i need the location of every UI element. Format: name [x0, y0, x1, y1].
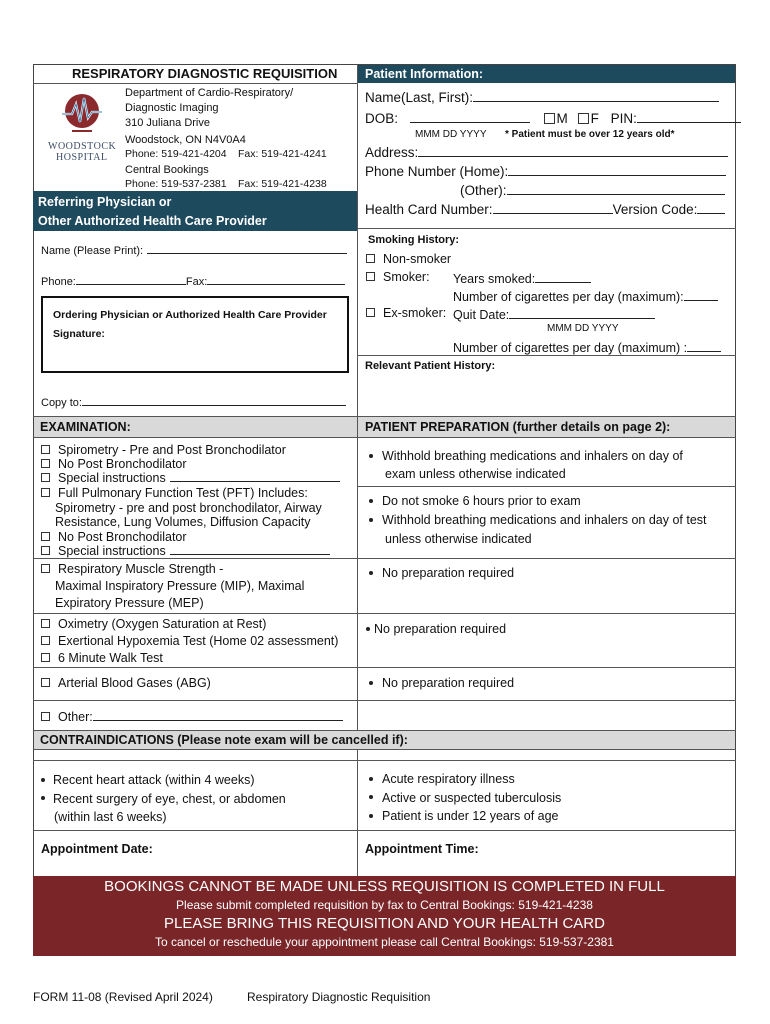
no-post-2-label: No Post Bronchodilator	[58, 529, 187, 544]
bullet-icon	[369, 795, 373, 799]
no-post-row	[41, 457, 340, 471]
female-checkbox[interactable]	[578, 113, 589, 124]
contra-text: Recent heart attack (within 4 weeks)	[53, 773, 255, 787]
contra-text: Recent surgery of eye, chest, or abdomen	[53, 791, 286, 806]
abg-row	[41, 676, 211, 690]
form-title: RESPIRATORY DIAGNOSTIC REQUISITION	[72, 66, 338, 81]
referring-header-line: Other Authorized Health Care Provider	[38, 214, 267, 228]
preparation-header: PATIENT PREPARATION (further details on page 2):	[358, 417, 735, 437]
walk-test-label: 6 Minute Walk Test	[58, 651, 163, 665]
central-fax: Fax: 519-421-4238	[238, 178, 327, 190]
resp-muscle-desc: Maximal Inspiratory Pressure (MIP), Maximal	[55, 579, 305, 593]
walk-test-row	[41, 650, 338, 667]
prep-line	[369, 492, 707, 511]
special-field[interactable]	[170, 471, 340, 482]
spirometry-row	[41, 443, 340, 457]
prep-1-line	[369, 447, 683, 465]
contra-item	[369, 807, 561, 826]
contra-item	[369, 789, 561, 808]
oximetry-row	[41, 616, 338, 633]
contraindications-header: CONTRAINDICATIONS (Please note exam will be cancelled if):	[34, 731, 735, 749]
bullet-icon	[369, 777, 373, 781]
resp-muscle-row	[41, 561, 304, 578]
referring-header-line: Referring Physician or	[38, 195, 172, 209]
oximetry-checkbox[interactable]	[41, 619, 50, 628]
contra-text: (within last 6 weeks)	[54, 810, 167, 824]
contra-left	[41, 771, 286, 827]
cigs-field[interactable]	[684, 288, 718, 301]
ex-smoker-checkbox[interactable]	[366, 308, 375, 317]
prep-group-5	[369, 676, 514, 690]
phone-home-field[interactable]	[508, 163, 726, 176]
female-label: F	[590, 111, 599, 126]
other-field[interactable]	[93, 708, 343, 721]
abg-label: Arterial Blood Gases (ABG)	[58, 676, 211, 690]
other-row	[41, 708, 343, 724]
bullet-icon	[366, 627, 370, 631]
exam-group-1	[41, 443, 340, 485]
logo-text-woodstock: WOODSTOCK	[48, 141, 117, 152]
dept-line: Woodstock, ON N4V0A4	[125, 134, 246, 146]
phone-home-label: Phone Number (Home):	[365, 164, 509, 179]
bullet-icon	[41, 796, 45, 800]
dob-field[interactable]	[410, 110, 530, 123]
ex-smoker-row	[366, 306, 446, 320]
hypoxemia-checkbox[interactable]	[41, 636, 50, 645]
quit-date-format: MMM DD YYYY	[547, 323, 619, 334]
smoking-header: Smoking History:	[368, 234, 460, 246]
resp-muscle-desc: Expiratory Pressure (MEP)	[55, 596, 204, 610]
bullet-icon	[369, 518, 373, 522]
copy-to-field[interactable]	[82, 393, 346, 406]
central-bookings: Central Bookings	[125, 164, 209, 176]
non-smoker-label: Non-smoker	[383, 252, 452, 266]
signature-box[interactable]	[41, 296, 349, 373]
special-2-label: Special instructions	[58, 544, 166, 558]
pft-label: Full Pulmonary Function Test (PFT) Includes:	[58, 486, 308, 500]
contra-item	[41, 771, 286, 790]
banner-line-2: Please submit completed requisition by fax to Central Bookings: 519-421-4238	[176, 898, 593, 912]
ref-fax-label: Fax:	[185, 276, 208, 288]
special-2-checkbox[interactable]	[41, 546, 50, 555]
non-smoker-row	[366, 252, 451, 266]
ref-name-row	[41, 241, 347, 257]
resp-muscle-label: Respiratory Muscle Strength -	[58, 562, 224, 576]
prep-text: Withhold breathing medications and inhalers on day of test	[382, 513, 707, 527]
dob-row	[365, 110, 741, 126]
quit-date-field[interactable]	[509, 306, 655, 319]
bullet-icon	[369, 571, 373, 575]
special-2-row	[41, 544, 330, 559]
years-smoked-label: Years smoked:	[453, 272, 536, 286]
ref-phone-label: Phone:	[41, 276, 76, 288]
prep-group-1	[369, 447, 683, 483]
prep-text: No preparation required	[382, 566, 515, 580]
contra-text: Acute respiratory illness	[382, 772, 515, 786]
dob-format: MMM DD YYYY	[415, 129, 487, 140]
patient-name-row	[365, 89, 719, 105]
smoker-checkbox[interactable]	[366, 272, 375, 281]
cigs-label: Number of cigarettes per day (maximum):	[453, 290, 684, 304]
copy-to-row	[41, 393, 346, 409]
ref-fax-field[interactable]	[207, 272, 345, 285]
pft-row	[41, 486, 330, 501]
smoker-row	[366, 270, 430, 284]
hypoxemia-label: Exertional Hypoxemia Test (Home 02 assessment)	[58, 634, 339, 648]
cigs2-field[interactable]	[687, 339, 721, 352]
banner-line-1: BOOKINGS CANNOT BE MADE UNLESS REQUISITION IS COMPLETED IN FULL	[104, 878, 665, 895]
no-post-2-checkbox[interactable]	[41, 532, 50, 541]
contra-text: Patient is under 12 years of age	[382, 809, 559, 823]
prep-group-4	[366, 622, 506, 636]
signature-label-2: Signature:	[53, 328, 105, 340]
prep-text: Withhold breathing medications and inhalers on day of	[382, 449, 683, 463]
copy-to-label: Copy to:	[41, 397, 82, 409]
patient-name-label: Name(Last, First):	[365, 90, 474, 105]
patient-name-field[interactable]	[473, 89, 719, 102]
version-code-label: Version Code:	[612, 202, 698, 217]
patient-info-header: Patient Information:	[358, 65, 735, 83]
no-post-2-row	[41, 530, 330, 545]
bullet-icon	[369, 499, 373, 503]
bullet-icon	[369, 681, 373, 685]
other-checkbox[interactable]	[41, 712, 50, 721]
prep-text: No preparation required	[382, 676, 515, 690]
phone-other-field[interactable]	[507, 182, 725, 195]
prep-line	[369, 511, 707, 530]
years-smoked-field[interactable]	[535, 270, 591, 283]
special-2-field[interactable]	[170, 544, 330, 555]
no-post-checkbox[interactable]	[41, 459, 50, 468]
spirometry-checkbox[interactable]	[41, 445, 50, 454]
dept-line: Diagnostic Imaging	[125, 102, 219, 114]
special-checkbox[interactable]	[41, 473, 50, 482]
ex-smoker-label: Ex-smoker:	[383, 306, 447, 320]
walk-test-checkbox[interactable]	[41, 653, 50, 662]
no-post-label: No Post Bronchodilator	[58, 457, 187, 471]
pin-field[interactable]	[637, 110, 741, 123]
hypoxemia-row	[41, 633, 338, 650]
heart-logo-icon	[46, 90, 122, 140]
booking-banner	[33, 876, 736, 956]
logo-text-hospital: HOSPITAL	[56, 152, 108, 163]
central-phone: Phone: 519-537-2381	[125, 178, 227, 190]
prep-text: Do not smoke 6 hours prior to exam	[382, 494, 581, 508]
signature-label: Ordering Physician or Authorized Health Care Provider	[53, 309, 327, 321]
bullet-icon	[369, 454, 373, 458]
version-code-field[interactable]	[697, 201, 725, 214]
exam-group-2	[41, 486, 330, 559]
appointment-date-label: Appointment Date:	[41, 842, 153, 856]
oximetry-label: Oximetry (Oxygen Saturation at Rest)	[58, 617, 267, 631]
pft-desc: Spirometry - pre and post bronchodilator, Airway	[55, 500, 322, 515]
dob-label: DOB:	[365, 111, 399, 126]
exam-group-3	[41, 561, 304, 612]
ref-name-label: Name (Please Print):	[41, 245, 144, 257]
address-row	[365, 144, 728, 160]
special-label: Special instructions	[58, 471, 166, 485]
dept-line: 310 Juliana Drive	[125, 117, 210, 129]
ref-phone-row	[41, 272, 345, 288]
health-card-field[interactable]	[493, 201, 613, 214]
contra-right	[369, 770, 561, 826]
form-number: FORM 11-08 (Revised April 2024)	[33, 990, 213, 1004]
cigs-row	[453, 288, 718, 304]
ref-phone-field[interactable]	[76, 272, 186, 285]
smoker-label: Smoker:	[383, 270, 430, 284]
cigs2-label: Number of cigarettes per day (maximum) :	[453, 341, 688, 355]
prep-group-2	[369, 492, 707, 549]
cigs2-row	[453, 339, 721, 355]
ref-name-field[interactable]	[147, 241, 347, 254]
age-note: * Patient must be over 12 years old*	[505, 129, 675, 140]
relevant-history-label: Relevant Patient History:	[365, 360, 496, 372]
examination-header: EXAMINATION:	[34, 417, 357, 437]
abg-checkbox[interactable]	[41, 678, 50, 687]
address-label: Address:	[365, 145, 419, 160]
pft-desc: Resistance, Lung Volumes, Diffusion Capacity	[55, 515, 311, 529]
quit-date-label: Quit Date:	[453, 308, 510, 322]
phone-other-label: (Other):	[460, 183, 507, 198]
exam-group-4	[41, 616, 338, 667]
banner-line-4: To cancel or reschedule your appointment please call Central Bookings: 519-537-2381	[155, 935, 614, 949]
contra-text: Active or suspected tuberculosis	[382, 790, 562, 805]
pft-checkbox[interactable]	[41, 488, 50, 497]
prep-group-3	[369, 566, 514, 580]
dept-phone: Phone: 519-421-4204	[125, 148, 227, 160]
contra-item	[369, 770, 561, 789]
other-label: Other:	[58, 710, 93, 724]
form-name: Respiratory Diagnostic Requisition	[247, 990, 431, 1004]
quit-date-row	[453, 306, 655, 322]
male-checkbox[interactable]	[544, 113, 555, 124]
contra-item	[41, 790, 286, 809]
address-field[interactable]	[418, 144, 728, 157]
phone-home-row	[365, 163, 726, 179]
department-address	[125, 86, 293, 148]
years-smoked-row	[453, 270, 591, 286]
referring-header	[33, 191, 357, 231]
prep-text: No preparation required	[374, 622, 507, 636]
dept-fax: Fax: 519-421-4241	[238, 148, 327, 160]
banner-line-3: PLEASE BRING THIS REQUISITION AND YOUR HEALTH CARD	[164, 915, 605, 932]
hospital-logo	[46, 90, 122, 165]
pin-label: PIN:	[610, 111, 637, 126]
dept-line: Department of Cardio-Respiratory/	[125, 87, 294, 99]
non-smoker-checkbox[interactable]	[366, 254, 375, 263]
bullet-icon	[369, 814, 373, 818]
spirometry-label: Spirometry - Pre and Post Bronchodilator	[58, 443, 286, 457]
male-label: M	[556, 111, 568, 126]
phone-other-row	[460, 182, 725, 198]
health-card-label: Health Card Number:	[365, 202, 493, 217]
bullet-icon	[41, 778, 45, 782]
resp-muscle-checkbox[interactable]	[41, 564, 50, 573]
appointment-time-label: Appointment Time:	[365, 842, 479, 856]
special-row	[41, 471, 340, 485]
prep-text: unless otherwise indicated	[385, 532, 532, 546]
prep-text: exam unless otherwise indicated	[385, 467, 566, 481]
health-card-row	[365, 201, 725, 217]
